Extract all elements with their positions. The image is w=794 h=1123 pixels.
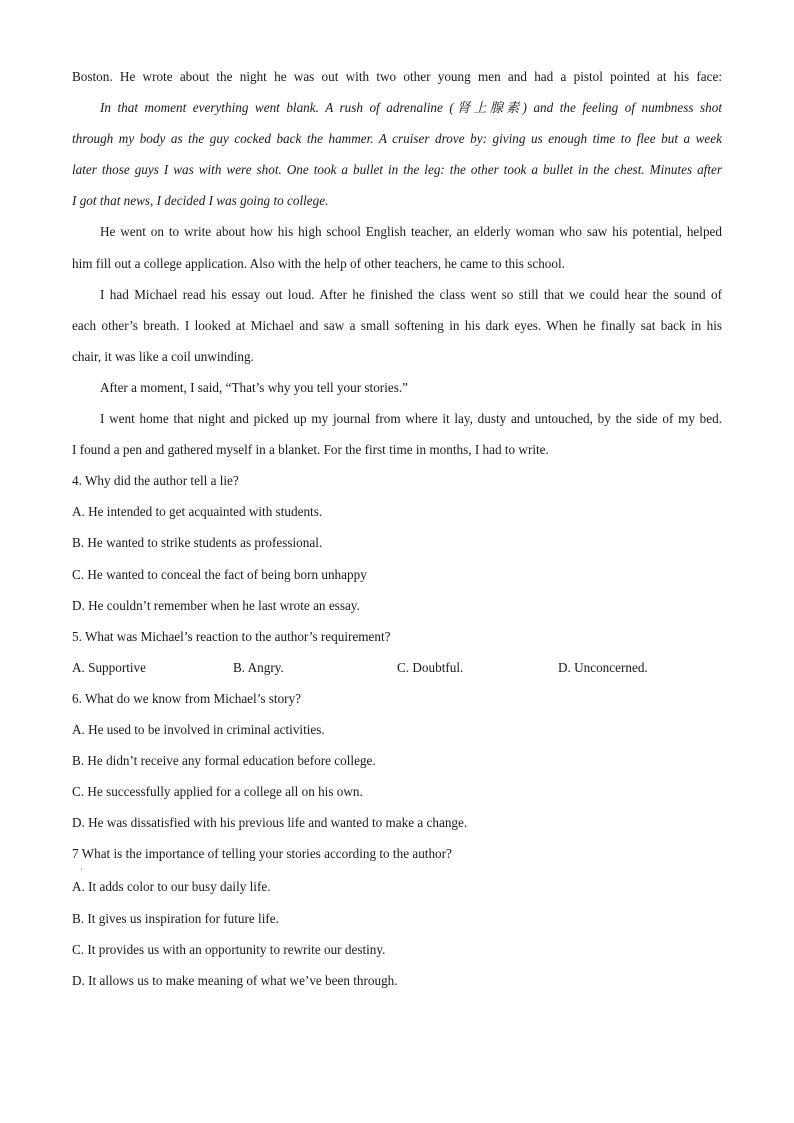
question-stem: 7 What is the importance of telling your stories according to the author? bbox=[72, 846, 452, 862]
passage-line: He went on to write about how his high school English teacher, an elderly woman who saw his potential, helped bbox=[100, 224, 722, 240]
answer-option: C. He successfully applied for a college all on his own. bbox=[72, 784, 363, 800]
answer-option: D. Unconcerned. bbox=[558, 659, 648, 675]
answer-option: C. He wanted to conceal the fact of being born unhappy bbox=[72, 566, 367, 582]
stray-dot: · bbox=[80, 865, 83, 874]
answer-option: A. He used to be involved in criminal activities. bbox=[72, 721, 325, 737]
answer-option: C. It provides us with an opportunity to rewrite our destiny. bbox=[72, 941, 386, 957]
answer-option: A. He intended to get acquainted with students. bbox=[72, 504, 323, 520]
passage-line: Boston. He wrote about the night he was out with two other young men and had a pistol pointed at his face: bbox=[72, 69, 722, 84]
answer-option: B. Angry. bbox=[233, 659, 284, 675]
answer-option: B. He wanted to strike students as professional. bbox=[72, 535, 323, 551]
quote-line: I got that news, I decided I was going to college. bbox=[72, 193, 329, 209]
answer-option: D. He couldn’t remember when he last wrote an essay. bbox=[72, 597, 360, 613]
passage-line: chair, it was like a coil unwinding. bbox=[72, 348, 254, 364]
passage-line: I had Michael read his essay out loud. After he finished the class went so still that we could hear the sound of bbox=[100, 286, 722, 302]
answer-option: A. Supportive bbox=[72, 659, 146, 675]
answer-options-row bbox=[72, 652, 722, 683]
quote-line: through my body as the guy cocked back the hammer. A cruiser drove by: giving us enough time to flee but a week bbox=[72, 131, 722, 147]
answer-option: B. He didn’t receive any formal education before college. bbox=[72, 753, 376, 769]
passage-line: each other’s breath. I looked at Michael and saw a small softening in his dark eyes. When he finally sat back in his bbox=[72, 317, 722, 333]
answer-option: D. He was dissatisfied with his previous life and wanted to make a change. bbox=[72, 815, 468, 831]
passage-line: him fill out a college application. Also with the help of other teachers, he came to this school. bbox=[72, 255, 565, 271]
question-stem: 4. Why did the author tell a lie? bbox=[72, 473, 239, 489]
answer-option: C. Doubtful. bbox=[397, 659, 464, 675]
passage-line: After a moment, I said, “That’s why you tell your stories.” bbox=[100, 379, 408, 395]
passage-line: I went home that night and picked up my journal from where it lay, dusty and untouched, by the side of my bed. bbox=[100, 411, 722, 427]
quote-line: In that moment everything went blank. A rush of adrenaline (肾上腺素) and the feeling of numbness shot bbox=[100, 100, 722, 116]
answer-option: B. It gives us inspiration for future life. bbox=[72, 910, 279, 926]
question-stem: 6. What do we know from Michael’s story? bbox=[72, 690, 302, 706]
answer-option: A. It adds color to our busy daily life. bbox=[72, 879, 271, 895]
passage-line: I found a pen and gathered myself in a blanket. For the first time in months, I had to write. bbox=[72, 442, 549, 458]
document-body bbox=[72, 61, 722, 996]
question-stem: 5. What was Michael’s reaction to the author’s requirement? bbox=[72, 628, 391, 644]
quote-line: later those guys I was with were shot. One took a bullet in the leg: the other took a bullet in the chest. Minutes after bbox=[72, 162, 722, 178]
answer-option: D. It allows us to make meaning of what we’ve been through. bbox=[72, 972, 398, 988]
